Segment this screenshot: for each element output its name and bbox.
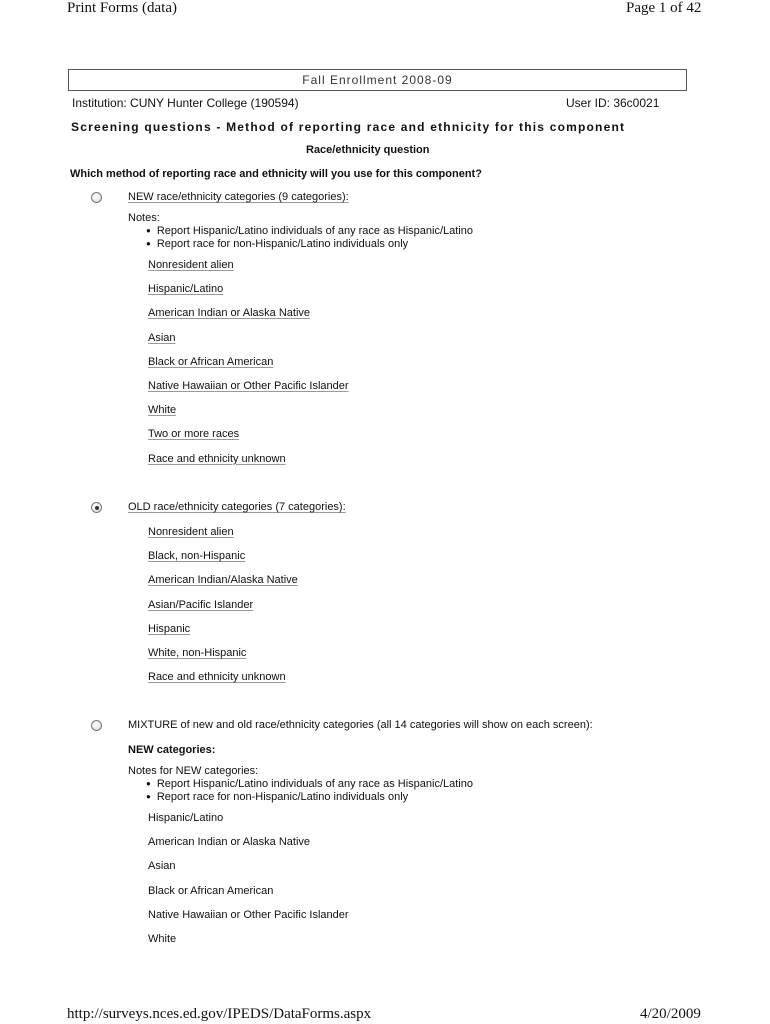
section-heading: Screening questions - Method of reporting race and ethnicity for this component <box>71 120 626 134</box>
category-item: Native Hawaiian or Other Pacific Islander <box>148 380 349 392</box>
category-item: Black or African American <box>148 355 274 368</box>
category-item: Hispanic/Latino <box>148 812 224 824</box>
form-title: Fall Enrollment 2008-09 <box>68 69 687 91</box>
category-item: Native Hawaiian or Other Pacific Islander <box>148 908 349 921</box>
option-new-label: NEW race/ethnicity categories (9 categories): <box>128 191 349 203</box>
category-item: White, non-Hispanic <box>148 647 247 659</box>
category-item: White <box>148 404 177 417</box>
user-id-label: User ID: 36c0021 <box>566 96 660 110</box>
print-header-page: Page 1 of 42 <box>626 0 702 16</box>
category-item: American Indian or Alaska Native <box>148 307 311 320</box>
note-item: ● Report race for non-Hispanic/Latino individuals only <box>146 791 408 803</box>
category-item: American Indian or Alaska Native <box>148 836 311 849</box>
category-item: Two or more races <box>148 428 240 441</box>
category-item: Asian/Pacific Islander <box>148 598 254 611</box>
print-header-title: Print Forms (data) <box>67 0 177 16</box>
category-item: Asian <box>148 331 176 344</box>
category-item: White <box>148 933 177 945</box>
category-item: Black, non-Hispanic <box>148 550 246 563</box>
institution-label: Institution: CUNY Hunter College (190594) <box>72 96 299 110</box>
category-item: Race and ethnicity unknown <box>148 452 286 465</box>
option-mixture-label: MIXTURE of new and old race/ethnicity categories (all 14 categories will show on each screen): <box>128 719 593 731</box>
mixture-notes-label: Notes for NEW categories: <box>128 765 259 777</box>
subheading: Race/ethnicity question <box>306 144 430 156</box>
radio-new-categories[interactable] <box>91 192 102 203</box>
category-item: Black or African American <box>148 884 274 897</box>
print-footer-date: 4/20/2009 <box>640 1006 701 1022</box>
print-footer-url: http://surveys.nces.ed.gov/IPEDS/DataForms.aspx <box>67 1006 372 1022</box>
category-item: Nonresident alien <box>148 259 234 271</box>
option-old-label: OLD race/ethnicity categories (7 categories): <box>128 501 346 513</box>
category-item: Hispanic/Latino <box>148 283 224 296</box>
note-item: ● Report Hispanic/Latino individuals of any race as Hispanic/Latino <box>146 778 473 790</box>
mixture-new-heading: NEW categories: <box>128 744 216 756</box>
radio-old-categories[interactable] <box>91 502 102 513</box>
category-item: American Indian/Alaska Native <box>148 574 298 587</box>
notes-label: Notes: <box>128 212 160 224</box>
radio-mixture-categories[interactable] <box>91 720 102 731</box>
category-item: Nonresident alien <box>148 526 234 538</box>
category-item: Asian <box>148 860 176 873</box>
radio-selected-dot <box>95 506 99 510</box>
question-text: Which method of reporting race and ethnicity will you use for this component? <box>70 168 482 180</box>
note-item: ● Report Hispanic/Latino individuals of any race as Hispanic/Latino <box>146 225 473 237</box>
category-item: Hispanic <box>148 622 191 635</box>
note-item: ● Report race for non-Hispanic/Latino individuals only <box>146 238 408 250</box>
category-item: Race and ethnicity unknown <box>148 671 286 684</box>
